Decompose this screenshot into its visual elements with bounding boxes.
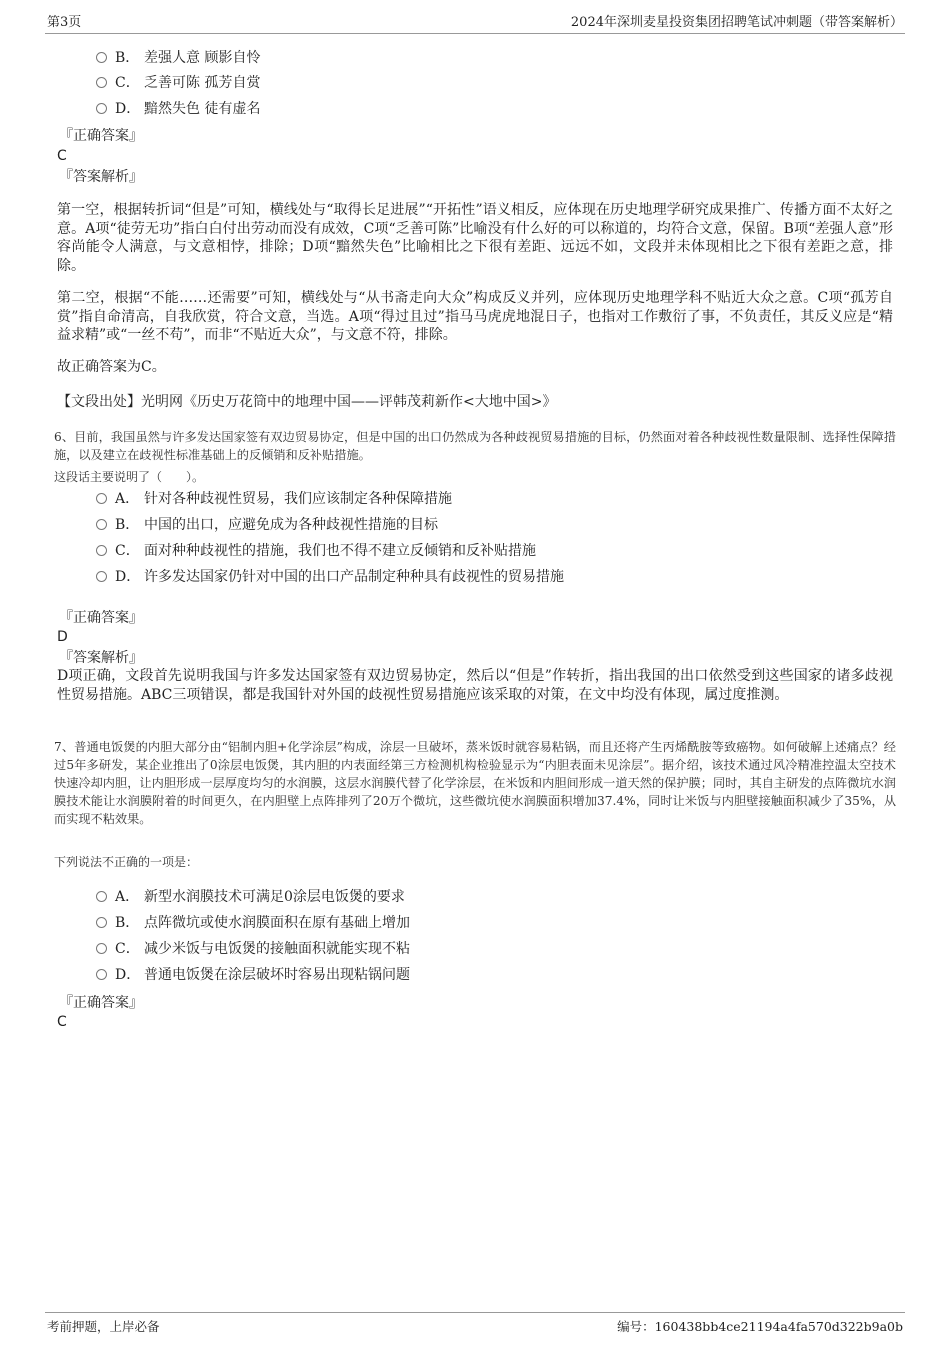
q7-stem: 7、普通电饭煲的内胆大部分由“铝制内胆+化学涂层”构成，涂层一旦破坏，蒸米饭时就容易粘锅，而且还将产生丙烯酰胺等致癌物。如何破解上述痛点？经过5年多研发，某企业推出了0涂层电饭煲，其内胆的内表面经第三方检测机构检验显示为“内胆表面未见涂层”。据介绍，该技术通过风冷精准控温太空技术快速冷却内胆，让内胆形成一层厚度均匀的水润膜，这层水润膜代替了化学涂层，在米饭和内胆间形成一道天然的保护膜；同时，其自主研发的点阵微坑水润膜技术能让水润膜附着的时间更久，在内胆壁上点阵排列了20万个微坑，这些微坑使水润膜面积增加37.4%，同时让米饭与内胆壁接触面积减少了35%，从而实现不粘效果。	[54, 740, 896, 826]
q6-answer-label: 『正确答案』	[59, 610, 143, 626]
q6-prompt: 这段话主要说明了（ ）。	[54, 470, 205, 484]
radio-icon[interactable]	[96, 545, 107, 556]
radio-icon[interactable]	[96, 917, 107, 928]
q6-analysis-label: 『答案解析』	[59, 650, 143, 666]
q5-answer: C	[57, 148, 67, 164]
footer-id: 编号：160438bb4ce21194a4fa570d322b9a0b	[617, 1319, 903, 1334]
q7-option-c[interactable]: C． 减少米饭与电饭煲的接触面积就能实现不粘	[96, 939, 410, 959]
radio-icon[interactable]	[96, 493, 107, 504]
q5-analysis-paragraph-1: 第一空，根据转折词“但是”可知，横线处与“取得长足进展”“开拓性”语义相反，应体现在历史地理学研究成果推广、传播方面不太好之意。A项“徒劳无功”指白白付出劳动而没有成效，C项“乏善可陈”比喻没有什么好的可以称道的，均符合文意，保留。B项“差强人意”形容尚能令人满意，与文意相悖，排除；D项“黯然失色”比喻相比之下很有差距、远远不如，文段并未体现相比之下很有差距之意，排除。	[57, 202, 893, 274]
q6-option-c[interactable]: C． 面对种种歧视性的措施，我们也不得不建立反倾销和反补贴措施	[96, 541, 536, 561]
radio-icon[interactable]	[96, 77, 107, 88]
q5-source: 【文段出处】光明网《历史万花筒中的地理中国——评韩茂莉新作<大地中国>》	[57, 394, 557, 410]
radio-icon[interactable]	[96, 943, 107, 954]
q7-option-a[interactable]: A． 新型水润膜技术可满足0涂层电饭煲的要求	[96, 887, 405, 907]
q5-conclusion: 故正确答案为C。	[57, 359, 166, 375]
radio-icon[interactable]	[96, 103, 107, 114]
q6-option-b[interactable]: B． 中国的出口，应避免成为各种歧视性措施的目标	[96, 515, 438, 535]
q5-option-c[interactable]: C． 乏善可陈 孤芳自赏	[96, 73, 260, 93]
document-title: 2024年深圳麦星投资集团招聘笔试冲刺题（带答案解析）	[570, 15, 903, 30]
page-header	[45, 12, 905, 34]
q6-analysis: D项正确，文段首先说明我国与许多发达国家签有双边贸易协定，然后以“但是”作转折，指出我国的出口依然受到这些国家的诸多歧视性贸易措施。ABC三项错误，都是我国针对外国的歧视性贸易措施应该采取的对策，在文中均没有体现，属过度推测。	[57, 668, 893, 703]
radio-icon[interactable]	[96, 52, 107, 63]
q5-option-b[interactable]: B． 差强人意 顾影自怜	[96, 48, 260, 68]
q6-answer: D	[57, 629, 68, 645]
q5-analysis-paragraph-2: 第二空，根据“不能……还需要”可知，横线处与“从书斋走向大众”构成反义并列，应体现历史地理学科不贴近大众之意。C项“孤芳自赏”指自命清高，自我欣赏，符合文意，当选。A项“得过且过”指马马虎虎地混日子，也指对工作敷衍了事，不负责任，其反义应是“精益求精”或“一丝不苟”，而非“不贴近大众”，与文意不符，排除。	[57, 290, 893, 343]
q7-answer: C	[57, 1014, 67, 1030]
q6-option-a[interactable]: A． 针对各种歧视性贸易，我们应该制定各种保障措施	[96, 489, 452, 509]
q6-option-d[interactable]: D． 许多发达国家仍针对中国的出口产品制定种种具有歧视性的贸易措施	[96, 567, 564, 587]
radio-icon[interactable]	[96, 969, 107, 980]
q6-stem: 6、目前，我国虽然与许多发达国家签有双边贸易协定，但是中国的出口仍然成为各种歧视贸易措施的目标，仍然面对着各种歧视性数量限制、选择性保障措施，以及建立在歧视性标准基础上的反倾销和反补贴措施。	[54, 430, 896, 462]
q5-answer-label: 『正确答案』	[59, 128, 143, 144]
page-number: 第3页	[47, 15, 82, 30]
radio-icon[interactable]	[96, 891, 107, 902]
q7-option-d[interactable]: D． 普通电饭煲在涂层破坏时容易出现粘锅问题	[96, 965, 410, 985]
q5-option-d[interactable]: D． 黯然失色 徒有虚名	[96, 99, 260, 119]
footer-slogan: 考前押题，上岸必备	[47, 1319, 160, 1334]
q7-prompt: 下列说法不正确的一项是：	[54, 855, 199, 869]
q7-option-b[interactable]: B． 点阵微坑或使水润膜面积在原有基础上增加	[96, 913, 410, 933]
radio-icon[interactable]	[96, 519, 107, 530]
page-footer	[45, 1312, 905, 1335]
q5-analysis-label: 『答案解析』	[59, 169, 143, 185]
radio-icon[interactable]	[96, 571, 107, 582]
q7-answer-label: 『正确答案』	[59, 995, 143, 1011]
